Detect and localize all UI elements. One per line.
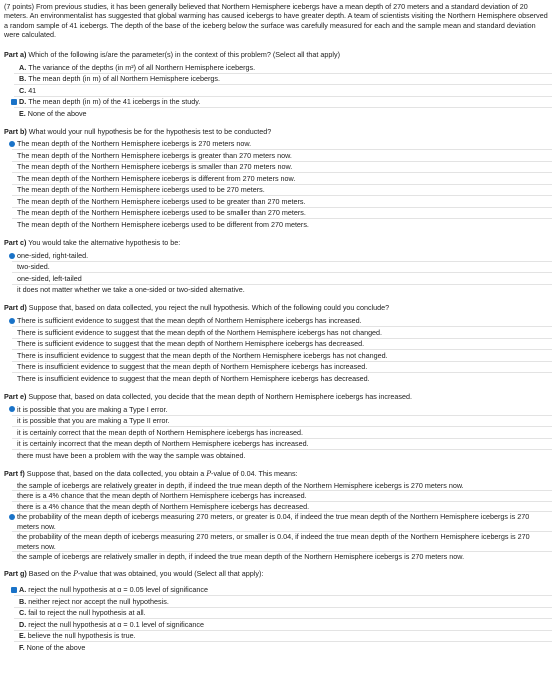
part-a-question	[4, 50, 552, 59]
answer-option[interactable]	[4, 327, 552, 338]
option-text: there is a 4% chance that the mean depth of Northern Hemisphere icebergs has increased.	[17, 491, 307, 501]
radio-icon[interactable]	[9, 483, 15, 489]
radio-icon[interactable]	[9, 452, 15, 458]
answer-option[interactable]	[4, 162, 552, 173]
option-letter: D.	[19, 619, 27, 629]
option-text: the probability of the mean depth of icebergs measuring 270 meters, or greater is 0.04, if indeed the true mean depth of the Northern Hemisphere icebergs is 270 meters now.	[17, 512, 530, 531]
checkbox-icon[interactable]	[11, 598, 17, 604]
checkbox-icon[interactable]	[11, 644, 17, 650]
answer-option[interactable]	[4, 416, 552, 427]
part-d	[4, 303, 552, 383]
answer-option[interactable]	[4, 427, 552, 438]
radio-icon[interactable]	[9, 503, 15, 509]
problem-intro: (7 points) From previous studies, it has been generally believed that Northern Hemisphere icebergs have a mean depth of 270 meters and a standard deviation of 20 meters. An environmentalist has suggested that global warming has caused icebergs to have greater depth. A team of scientists visiting the Northern Hemisphere observed a random sample of 41 icebergs. The depth of the base of the iceberg below the surface was carefully measured for each and the sample mean and standard deviation were calculated.	[4, 2, 548, 40]
part-a-label: Part a)	[4, 49, 27, 59]
option-text: The mean depth of the Northern Hemisphere icebergs is greater than 270 meters now.	[17, 150, 292, 160]
p-symbol: P	[73, 569, 78, 579]
option-text: The mean depth of the Northern Hemisphere icebergs used to be greater than 270 meters.	[17, 196, 306, 206]
part-f-label: Part f)	[4, 468, 25, 478]
radio-icon[interactable]	[9, 341, 15, 347]
answer-option[interactable]	[6, 619, 552, 630]
part-c-label: Part c)	[4, 237, 27, 247]
answer-option[interactable]	[4, 373, 552, 384]
option-text: one-sided, left-tailed	[17, 273, 82, 283]
option-letter: C.	[19, 608, 27, 618]
answer-option[interactable]	[4, 404, 552, 415]
answer-option[interactable]	[4, 150, 552, 161]
answer-option[interactable]	[4, 362, 552, 373]
option-text: There is insufficient evidence to suggest that the mean depth of Northern Hemisphere icebergs has increased.	[17, 362, 368, 372]
answer-option[interactable]	[4, 173, 552, 184]
part-f-question-post: -value of 0.04. This means:	[211, 468, 298, 478]
radio-icon[interactable]	[9, 164, 15, 170]
option-text: it is possible that you are making a Type I error.	[17, 404, 168, 414]
answer-option[interactable]	[4, 512, 552, 531]
option-text: reject the null hypothesis at α = 0.05 level of significance	[28, 585, 208, 595]
option-text: The mean depth of the Northern Hemisphere icebergs used to be different from 270 meters.	[17, 219, 309, 229]
radio-selected-icon[interactable]	[9, 141, 15, 147]
option-text: There is insufficient evidence to suggest that the mean depth of Northern Hemisphere icebergs has decreased.	[17, 373, 370, 383]
part-e-question	[4, 392, 552, 401]
option-text: there must have been a problem with the way the sample was obtained.	[17, 450, 246, 460]
radio-icon[interactable]	[9, 364, 15, 370]
option-text: There is sufficient evidence to suggest that the mean depth of the Northern Hemisphere icebergs has not changed.	[17, 327, 383, 337]
answer-option[interactable]	[4, 350, 552, 361]
checkbox-icon[interactable]	[11, 610, 17, 616]
checkbox-icon[interactable]	[11, 76, 17, 82]
option-text: The variance of the depths (in m²) of all Northern Hemisphere icebergs.	[28, 62, 256, 72]
part-d-label: Part d)	[4, 303, 27, 313]
answer-option[interactable]	[4, 139, 552, 150]
option-text: There is sufficient evidence to suggest that the mean depth of Northern Hemisphere icebergs has increased.	[17, 316, 362, 326]
option-letter: F.	[19, 642, 25, 652]
answer-option[interactable]	[6, 74, 552, 85]
part-c-question-text: You would take the alternative hypothesis to be:	[28, 237, 181, 247]
option-text: neither reject nor accept the null hypothesis.	[28, 596, 169, 606]
answer-option[interactable]	[6, 97, 552, 108]
option-text: the sample of icebergs are relatively smaller in depth, if indeed the true mean depth of the Northern Hemisphere icebergs is 270 meters now.	[17, 551, 465, 561]
option-text: the sample of icebergs are relatively greater in depth, if indeed the true mean depth of the Northern Hemisphere icebergs is 270 meters now.	[17, 481, 464, 491]
option-text: reject the null hypothesis at α = 0.1 level of significance	[28, 619, 204, 629]
answer-option[interactable]	[6, 108, 552, 119]
p-symbol: P	[206, 468, 212, 478]
answer-option[interactable]	[4, 552, 552, 561]
radio-icon[interactable]	[9, 376, 15, 382]
option-letter: E.	[19, 108, 26, 118]
radio-selected-icon[interactable]	[9, 253, 15, 259]
part-f-question-pre: Suppose that, based on the data collected, you obtain a	[26, 468, 207, 478]
part-f-options	[4, 481, 552, 561]
answer-option[interactable]	[6, 642, 552, 653]
part-a-question-text: Which of the following is/are the parameter(s) in the context of this problem? (Select all that apply)	[28, 49, 340, 59]
answer-option[interactable]	[6, 585, 552, 596]
radio-icon[interactable]	[9, 441, 15, 447]
part-g	[4, 569, 552, 652]
part-e-label: Part e)	[4, 391, 27, 401]
option-letter: A.	[19, 585, 27, 595]
option-text: The mean depth of the Northern Hemisphere icebergs used to be smaller than 270 meters.	[17, 208, 306, 218]
checkbox-checked-icon[interactable]	[11, 99, 17, 105]
answer-option[interactable]	[6, 608, 552, 619]
radio-icon[interactable]	[9, 553, 15, 559]
answer-option[interactable]	[4, 250, 552, 261]
option-text: The mean depth of the Northern Hemisphere icebergs used to be 270 meters.	[17, 185, 265, 195]
option-text: it does not matter whether we take a one-sided or two-sided alternative.	[17, 285, 245, 295]
radio-icon[interactable]	[9, 176, 15, 182]
checkbox-icon[interactable]	[11, 110, 17, 116]
part-g-label: Part g)	[4, 569, 27, 579]
option-text: the probability of the mean depth of icebergs measuring 270 meters, or smaller is 0.04, if indeed the true mean depth of the Northern Hemisphere icebergs is 270 meters now.	[17, 532, 530, 551]
radio-icon[interactable]	[9, 153, 15, 159]
part-e	[4, 392, 552, 461]
checkbox-icon[interactable]	[11, 621, 17, 627]
option-text: None of the above	[26, 642, 86, 652]
checkbox-icon[interactable]	[11, 633, 17, 639]
part-d-options	[4, 316, 552, 384]
option-text: believe the null hypothesis is true.	[27, 631, 136, 641]
answer-option[interactable]	[4, 285, 552, 296]
part-b-options	[4, 139, 552, 230]
radio-selected-icon[interactable]	[9, 406, 15, 412]
part-d-question-text: Suppose that, based on data collected, you reject the null hypothesis. Which of the following could you conclude?	[28, 303, 390, 313]
checkbox-icon[interactable]	[11, 64, 17, 70]
answer-option[interactable]	[4, 316, 552, 327]
radio-icon[interactable]	[9, 353, 15, 359]
radio-icon[interactable]	[9, 429, 15, 435]
answer-option[interactable]	[4, 502, 552, 511]
part-e-options	[4, 404, 552, 461]
answer-option[interactable]	[4, 185, 552, 196]
part-g-question	[4, 569, 552, 578]
answer-option[interactable]	[6, 631, 552, 642]
radio-icon[interactable]	[9, 210, 15, 216]
part-c-options	[4, 250, 552, 295]
option-text: The mean depth of the Northern Hemisphere icebergs is smaller than 270 meters now.	[17, 162, 293, 172]
part-g-options	[4, 585, 552, 653]
answer-option[interactable]	[4, 481, 552, 490]
radio-icon[interactable]	[9, 264, 15, 270]
answer-option[interactable]	[6, 62, 552, 73]
part-f-question	[4, 469, 552, 478]
part-a-options	[4, 62, 552, 119]
part-g-question-post: -value that was obtained, you would (Select all that apply):	[77, 569, 264, 579]
option-text: There is insufficient evidence to suggest that the mean depth of the Northern Hemisphere icebergs has not changed.	[17, 350, 388, 360]
part-f	[4, 469, 552, 562]
answer-option[interactable]	[4, 219, 552, 230]
radio-icon[interactable]	[9, 418, 15, 424]
radio-icon[interactable]	[9, 493, 15, 499]
option-text: The mean depth of the Northern Hemisphere icebergs is 270 meters now.	[17, 139, 252, 149]
answer-option[interactable]	[6, 85, 552, 96]
radio-icon[interactable]	[9, 222, 15, 228]
part-b-question-text: What would your null hypothesis be for the hypothesis test to be conducted?	[28, 126, 272, 136]
answer-option[interactable]	[4, 273, 552, 284]
answer-option[interactable]	[4, 439, 552, 450]
option-text: The mean depth (in m) of all Northern Hemisphere icebergs.	[28, 74, 220, 84]
option-text: two-sided.	[17, 262, 50, 272]
question-page	[4, 2, 552, 653]
option-text: one-sided, right-tailed.	[17, 250, 89, 260]
option-text: it is certainly correct that the mean depth of Northern Hemisphere icebergs has increased.	[17, 427, 304, 437]
option-letter: A.	[19, 62, 27, 72]
radio-selected-icon[interactable]	[9, 514, 15, 520]
part-g-question-pre: Based on the	[28, 569, 74, 579]
part-e-question-text: Suppose that, based on data collected, you decide that the mean depth of Northern Hemisphere icebergs has increased.	[28, 391, 412, 401]
radio-icon[interactable]	[9, 534, 15, 540]
option-text: The mean depth (in m) of the 41 icebergs in the study.	[28, 97, 201, 107]
option-letter: D.	[19, 97, 27, 107]
checkbox-checked-icon[interactable]	[11, 587, 17, 593]
answer-option[interactable]	[6, 596, 552, 607]
part-b-question	[4, 127, 552, 136]
part-c	[4, 238, 552, 295]
option-text: There is sufficient evidence to suggest that the mean depth of Northern Hemisphere icebergs has decreased.	[17, 339, 365, 349]
answer-option[interactable]	[4, 339, 552, 350]
part-c-question	[4, 238, 552, 247]
radio-icon[interactable]	[9, 199, 15, 205]
part-b-label: Part b)	[4, 126, 27, 136]
option-text: fail to reject the null hypothesis at all.	[28, 608, 146, 618]
option-letter: B.	[19, 74, 27, 84]
answer-option[interactable]	[4, 196, 552, 207]
answer-option[interactable]	[4, 532, 552, 551]
radio-icon[interactable]	[9, 330, 15, 336]
answer-option[interactable]	[4, 208, 552, 219]
part-b	[4, 127, 552, 230]
option-letter: C.	[19, 85, 27, 95]
option-letter: B.	[19, 596, 27, 606]
option-text: 41	[28, 85, 37, 95]
radio-selected-icon[interactable]	[9, 318, 15, 324]
answer-option[interactable]	[4, 262, 552, 273]
option-text: None of the above	[27, 108, 87, 118]
radio-icon[interactable]	[9, 287, 15, 293]
radio-icon[interactable]	[9, 276, 15, 282]
option-text: it is certainly incorrect that the mean depth of Northern Hemisphere icebergs has increased.	[17, 439, 309, 449]
option-letter: E.	[19, 631, 26, 641]
option-text: it is possible that you are making a Type II error.	[17, 416, 170, 426]
part-d-question	[4, 303, 552, 312]
option-text: The mean depth of the Northern Hemisphere icebergs is different from 270 meters now.	[17, 173, 296, 183]
radio-icon[interactable]	[9, 187, 15, 193]
answer-option[interactable]	[4, 450, 552, 461]
option-text: there is a 4% chance that the mean depth of Northern Hemisphere icebergs has decreased.	[17, 501, 310, 511]
part-a	[4, 50, 552, 119]
checkbox-icon[interactable]	[11, 87, 17, 93]
answer-option[interactable]	[4, 491, 552, 500]
